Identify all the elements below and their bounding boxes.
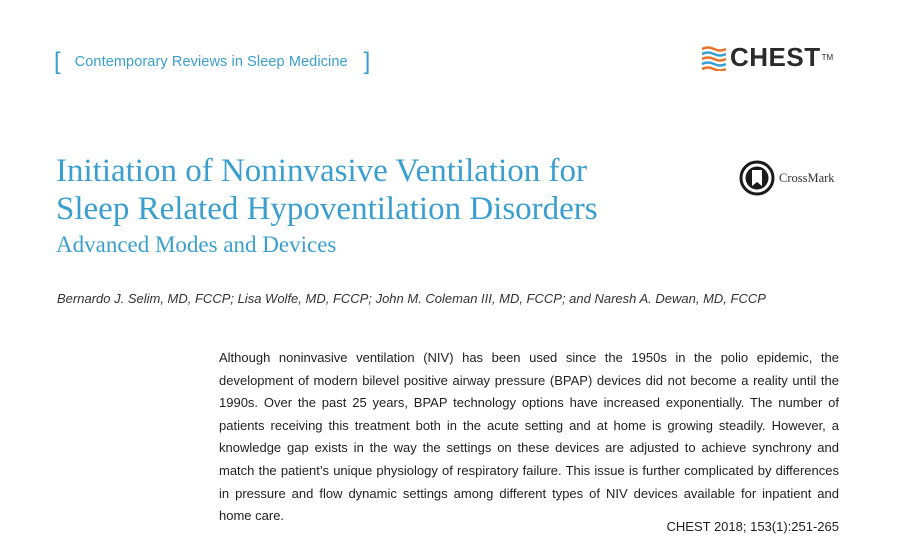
series-title: Contemporary Reviews in Sleep Medicine bbox=[74, 54, 348, 70]
open-bracket: [ bbox=[54, 48, 61, 75]
author-list: Bernardo J. Selim, MD, FCCP; Lisa Wolfe, MD, FCCP; John M. Coleman III, MD, FCCP; and Naresh A. Dewan, MD, FCCP bbox=[57, 291, 766, 306]
series-header bbox=[54, 48, 370, 76]
article-subtitle: Advanced Modes and Devices bbox=[56, 232, 337, 257]
trademark-mark: TM bbox=[821, 53, 834, 62]
abstract-text: Although noninvasive ventilation (NIV) has been used since the 1950s in the polio epidemic, the development of modern bilevel positive airway pressure (BPAP) devices did not become a reality until the 1990s. Over the past 25 years, BPAP technology options have increased exponentially. The number of patients receiving this treatment both in the acute setting and at home is growing steadily. However, a knowledge gap exists in the way the settings on these devices are adjusted to achieve synchrony and match the patient’s unique physiology of respiratory failure. This issue is further complicated by differences in pressure and flow dynamic settings among different types of NIV devices available for inpatient and home care. bbox=[219, 350, 839, 524]
crossmark-badge[interactable] bbox=[739, 160, 835, 196]
article-title-line2: Sleep Related Hypoventilation Disorders bbox=[56, 191, 598, 227]
article-title-block bbox=[56, 152, 696, 260]
citation: CHEST 2018; 153(1):251-265 bbox=[666, 519, 839, 534]
chest-logo bbox=[700, 42, 833, 73]
close-bracket: ] bbox=[363, 48, 371, 75]
crossmark-label: CrossMark bbox=[779, 170, 835, 185]
chest-logo-text: CHEST bbox=[730, 42, 821, 72]
chest-logo-icon bbox=[700, 45, 726, 71]
article-title bbox=[56, 152, 696, 228]
article-title-line1: Initiation of Noninvasive Ventilation for bbox=[56, 153, 587, 189]
crossmark-icon bbox=[739, 160, 775, 196]
